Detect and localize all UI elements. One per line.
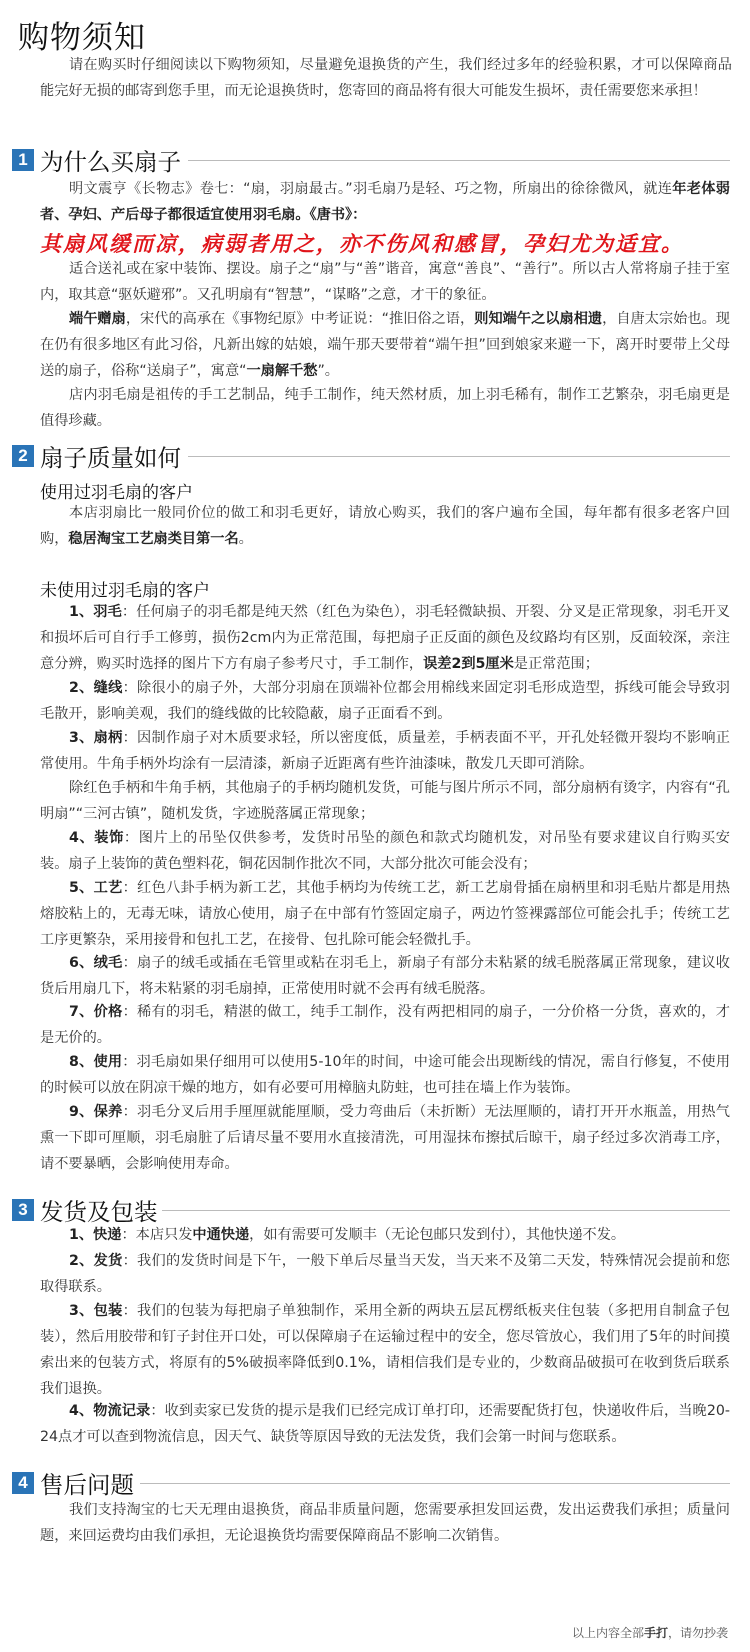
text: ，自唐太宗始也。现在仍有很多地区有此习俗，凡新出嫁的姑娘，端午那天要带着“端午担”回到娘家来避一下，离开时要带上父母送的扇子，俗称“送扇子”，寓意“ [40, 311, 730, 379]
divider [188, 160, 730, 161]
s2-item-7 [40, 999, 730, 1051]
s3-item-1 [40, 1222, 730, 1248]
section-number-badge: 2 [12, 445, 34, 467]
s2-item-3 [40, 725, 730, 777]
text: ：除很小的扇子外，大部分羽扇在顶端补位都会用棉线来固定羽毛形成造型，拆线可能会导致羽毛散开，影响美观，我们的缝线做的比较隐蔽，扇子正面看不到。 [40, 680, 730, 722]
s2-used-paragraph [40, 500, 730, 552]
bold-text: 端午赠扇 [69, 311, 126, 327]
page-title: 购物须知 [18, 20, 146, 56]
text: ：任何扇子的羽毛都是纯天然（红色为染色），羽毛轻微缺损、开裂、分叉是正常现象，羽毛开叉和损坏后可自行手工修剪，损伤2cm内为正常范围，每把扇子正反面的颜色及纹路均有区别，反面较深，亲注意分辨，购买时选择的图片下方有扇子参考尺寸，手工制作， [40, 604, 730, 672]
text: 本店羽扇比一般同价位的做工和羽毛更好，请放心购买，我们的客户遍布全国，每年都有很多老客户回购， [40, 505, 730, 547]
divider [140, 1483, 730, 1484]
bold-text: 一扇解千愁 [246, 363, 318, 379]
s4-paragraph: 我们支持淘宝的七天无理由退换货，商品非质量问题，您需要承担发回运费，发出运费我们承担；质量问题，来回运费均由我们承担，无论退换货均需要保障商品不影响二次销售。 [40, 1502, 730, 1544]
text: ：羽毛扇如果仔细用可以使用5-10年的时间，中途可能会出现断线的情况，需自行修复，不使用的时候可以放在阴凉干燥的地方，如有必要可用樟脑丸防蛀，也可挂在墙上作为装饰。 [40, 1054, 731, 1096]
s3-item-3 [40, 1298, 730, 1402]
text: 除红色手柄和牛角手柄，其他扇子的手柄均随机发货，可能与图片所示不同，部分扇柄有烫字，内容有“孔明扇”“三河古镇”，随机发货，字迹脱落属正常现象； [40, 780, 730, 822]
section-number-badge: 4 [12, 1472, 34, 1494]
section-number-badge: 3 [12, 1199, 34, 1221]
bold-text: 中通快递 [192, 1227, 250, 1243]
text: ：本店只发 [121, 1227, 193, 1243]
s3-item-4 [40, 1398, 730, 1450]
calligraphy-quote: 其扇风缓而凉，病弱者用之，亦不伤风和感冒，孕妇尤为适宜。 [40, 231, 684, 256]
item-label: 3、扇柄 [69, 730, 123, 746]
s2-item-6 [40, 950, 730, 1002]
s2-item-8 [40, 1049, 730, 1101]
s2-item-5 [40, 875, 730, 953]
item-label: 2、缝线 [69, 680, 123, 696]
text: 以上内容全部 [571, 1626, 644, 1640]
subheading-new-customers: 未使用过羽毛扇的客户 [40, 581, 210, 601]
item-label: 4、物流记录 [69, 1403, 151, 1419]
s1-paragraph-3 [40, 306, 730, 384]
item-label: 7、价格 [69, 1004, 123, 1020]
s3-item-2 [40, 1248, 730, 1300]
section-number-badge: 1 [12, 149, 34, 171]
divider [188, 456, 730, 457]
s2-item-9 [40, 1099, 730, 1177]
s1-paragraph-2: 适合送礼或在家中装饰、摆设。扇子之“扇”与“善”谐音，寓意“善良”、“善行”。所以古人常将扇子挂于室内，取其意“驱妖避邪”。又孔明扇有“智慧”，“谋略”之意，才干的象征。 [40, 261, 730, 303]
text: ：羽毛分叉后用手厘厘就能厘顺，受力弯曲后（未折断）无法厘顺的，请打开开水瓶盖，用热气熏一下即可厘顺，羽毛扇脏了后请尽量不要用水直接清洗，可用湿抹布擦拭后晾干，扇子经过多次消毒工序，请不要暴晒，会影响使用寿命。 [40, 1104, 730, 1172]
s2-item-4 [40, 825, 730, 877]
section-title: 售后问题 [40, 1471, 134, 1499]
text: ：图片上的吊坠仅供参考，发货时吊坠的颜色和款式均随机发，对吊坠有要求建议自行购买安装。扇子上装饰的黄色塑料花，铜花因制作批次不同，大部分批次可能会没有； [40, 830, 730, 872]
subheading-used-customers: 使用过羽毛扇的客户 [40, 483, 193, 503]
s2-item-3b [40, 775, 730, 827]
section-title: 为什么买扇子 [40, 148, 181, 176]
s2-item-2 [40, 675, 730, 727]
text: ：扇子的绒毛或插在毛管里或粘在羽毛上，新扇子有部分未粘紧的绒毛脱落属正常现象，建议收货后用扇几下，将未粘紧的羽毛扇掉，正常使用时就不会再有绒毛脱落。 [40, 955, 730, 997]
section-heading-2 [12, 442, 730, 472]
section-heading-1 [12, 146, 730, 176]
section-title: 扇子质量如何 [40, 444, 181, 472]
item-label: 6、绒毛 [69, 955, 123, 971]
text: ：因制作扇子对木质要求轻，所以密度低，质量差，手柄表面不平，开孔处轻微开裂均不影响正常使用。牛角手柄外均涂有一层清漆，新扇子近距离有些许油漆味，散发几天即可消除。 [40, 730, 730, 772]
section-heading-4 [12, 1469, 730, 1499]
item-label: 5、工艺 [69, 880, 123, 896]
text: ：我们的包装为每把扇子单独制作，采用全新的两块五层瓦楞纸板夹住包装（多把用自制盒子包装），然后用胶带和钉子封住开口处，可以保障扇子在运输过程中的安全，您尽管放心，我们用了5年的时间摸索出来的包装方式，将原有的5%破损率降低到0.1%，请相信我们是专业的，少数商品破损可在收到货后联系我们退换。 [40, 1303, 730, 1397]
item-label: 1、羽毛 [69, 604, 122, 620]
text: 明文震亨《长物志》卷七：“扇，羽扇最古。”羽毛扇乃是轻、巧之物，所扇出的徐徐微风，就连 [69, 181, 673, 197]
bold-text: 则知端午之以扇相遗 [474, 311, 603, 327]
s2-item-1 [40, 599, 730, 677]
text: ，请勿抄袭 [667, 1626, 728, 1640]
section-title: 发货及包装 [40, 1198, 158, 1226]
text: ：我们的发货时间是下午，一般下单后尽量当天发，当天来不及第二天发，特殊情况会提前和您取得联系。 [40, 1253, 730, 1295]
footer-note [572, 1624, 728, 1641]
bold-text: 稳居淘宝工艺扇类目第一名 [68, 531, 239, 547]
s1-paragraph-1 [40, 176, 730, 228]
text: 。 [238, 531, 253, 547]
item-label: 4、装饰 [69, 830, 124, 846]
s1-paragraph-4: 店内羽毛扇是祖传的手工艺制品，纯手工制作，纯天然材质，加上羽毛稀有，制作工艺繁杂，羽毛扇更是值得珍藏。 [40, 387, 730, 429]
divider [162, 1210, 730, 1211]
item-label: 9、保养 [69, 1104, 123, 1120]
item-label: 1、快递 [69, 1227, 122, 1243]
text: 是正常范围； [513, 656, 599, 672]
text: ：收到卖家已发货的提示是我们已经完成订单打印，还需要配货打包，快递收件后，当晚20-24点才可以查到物流信息，因天气、缺货等原因导致的无法发货，我们会第一时间与您联系。 [40, 1403, 730, 1445]
text: ，宋代的高承在《事物纪原》中考证说：“推旧俗之语， [125, 311, 475, 327]
text: ”。 [317, 363, 339, 379]
item-label: 2、发货 [69, 1253, 123, 1269]
text: ：红色八卦手柄为新工艺，其他手柄均为传统工艺，新工艺扇骨插在扇柄里和羽毛贴片都是用热熔胶粘上的，无毒无味，请放心使用，扇子在中部有竹签固定扇子，两边竹签裸露部位可能会扎手；传统工艺工序更繁杂，采用接骨和包扎工艺，在接骨、包扎除可能会轻微扎手。 [40, 880, 730, 948]
intro-paragraph: 请在购买时仔细阅读以下购物须知，尽量避免退换货的产生，我们经过多年的经验积累，才可以保障商品能完好无损的邮寄到您手里，而无论退换货时，您寄回的商品将有很大可能发生损坏，责任需要您来承担！ [40, 57, 732, 99]
bold-text: 误差2到5厘米 [423, 656, 514, 672]
item-label: 3、包装 [69, 1303, 123, 1319]
text: ：稀有的羽毛，精湛的做工，纯手工制作，没有两把相同的扇子，一分价格一分货，喜欢的，才是无价的。 [40, 1004, 730, 1046]
bold-text: 手打 [643, 1626, 668, 1640]
text: ，如有需要可发顺丰（无论包邮只发到付），其他快递不发。 [249, 1227, 626, 1243]
bold-text: 年老体弱者、孕妇、产后母子都很适宜使用羽毛扇。《唐书》： [40, 181, 730, 223]
item-label: 8、使用 [69, 1054, 123, 1070]
